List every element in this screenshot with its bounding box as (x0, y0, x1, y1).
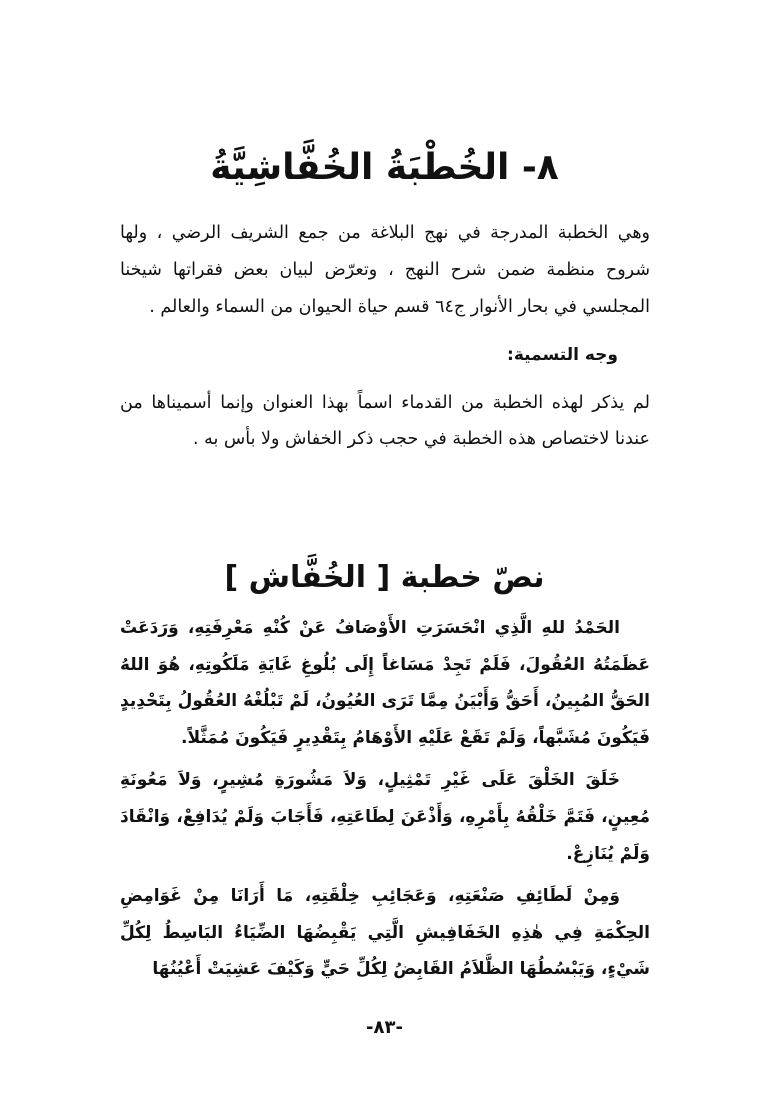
sermon-paragraph: خَلَقَ الخَلْقَ عَلَى غَيْرِ تَمْثِيلٍ، وَلاَ مَشُورَةِ مُشِيرٍ، وَلاَ مَعُونَةِ مُعِينٍ، فَتَمَّ خَلْقُهُ بِأَمْرِهِ، وَأَذْعَنَ لِطَاعَتِهِ، فَأَجَابَ وَلَمْ يُدَافِعْ، وَانْقَادَ وَلَمْ يُنَازِعْ. (120, 770, 650, 864)
naming-heading: وجه التسمية: (507, 345, 618, 365)
section-title: نصّ خطبة [ الخُفَّاش ] (224, 560, 545, 595)
page-title: ٨- الخُطْبَةُ الخُفَّاشِيَّةُ (210, 147, 559, 188)
intro-paragraph: وهي الخطبة المدرجة في نهج البلاغة من جمع الشريف الرضي ، ولها شروح منظمة ضمن شرح النهج ، وتعرّض لبيان بعض فقراتها شيخنا المجلسي في بحار الأنوار ج٦٤ قسم حياة الحيوان من السماء والعالم . (120, 223, 650, 317)
sermon-paragraph: الحَمْدُ للهِ الَّذِي انْحَسَرَتِ الأَوْصَافُ عَنْ كُنْهِ مَعْرِفَتِهِ، وَرَدَعَتْ عَظَمَتُهُ العُقُولَ، فَلَمْ تَجِدْ مَسَاغاً إِلَى بُلُوغِ غَايَةِ مَلَكُوتِهِ، هُوَ اللهُ الحَقُّ المُبِينُ، أَحَقُّ وَأَبْيَنُ مِمَّا تَرَى العُيُونُ، لَمْ تَبْلُغْهُ العُقُولُ بِتَحْدِيدٍ فَيَكُونَ مُشَبَّهاً، وَلَمْ تَقَعْ عَلَيْهِ الأَوْهَامُ بِتَقْدِيرٍ فَيَكُونَ مُمَثَّلاً. (120, 618, 650, 748)
sermon-paragraph: وَمِنْ لَطَائِفِ صَنْعَتِهِ، وَعَجَائِبِ خِلْقَتِهِ، مَا أَرَانَا مِنْ غَوَامِضِ الحِكْمَةِ فِي هٰذِهِ الخَفَافِيشِ الَّتِي يَقْبِضُهَا الضِّيَاءُ البَاسِطُ لِكُلِّ شَيْءٍ، وَيَبْسُطُهَا الظَّلاَمُ القَابِضُ لِكُلِّ حَيٍّ وَكَيْفَ عَشِيَتْ أَعْيُنُهَا (120, 886, 650, 980)
sermon-text (120, 610, 650, 994)
naming-paragraph: لم يذكر لهذه الخطبة من القدماء اسماً بهذا العنوان وإنما أسميناها من عندنا لاختصاص هذه الخطبة في حجب ذكر الخفاش ولا بأس به . (120, 393, 650, 449)
page-number: -٨٣- (366, 1017, 403, 1038)
